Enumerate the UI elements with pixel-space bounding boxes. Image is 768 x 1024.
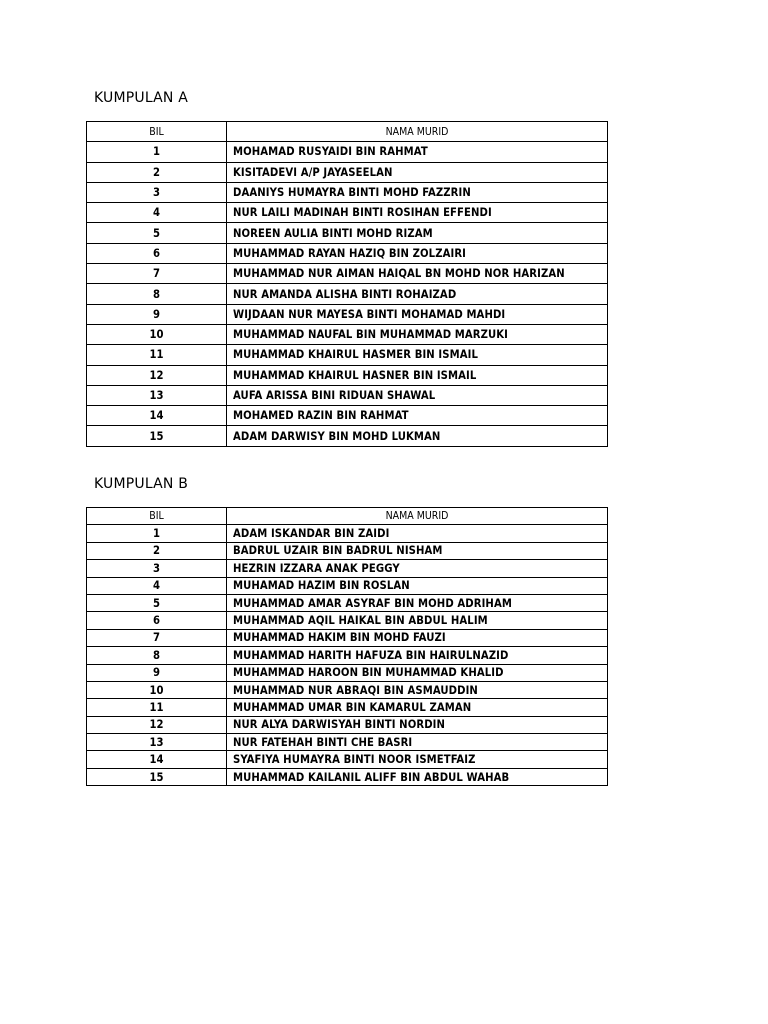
student-name-cell: MUHAMMAD HAROON BIN MUHAMMAD KHALID xyxy=(227,664,608,681)
table-row xyxy=(87,264,608,284)
row-number-cell: 1 xyxy=(87,142,227,162)
column-header-bil: BIL xyxy=(87,122,227,142)
row-number-cell: 14 xyxy=(87,406,227,426)
table-row xyxy=(87,577,608,594)
student-name-cell: MUHAMMAD KAILANIL ALIFF BIN ABDUL WAHAB xyxy=(227,768,608,785)
row-number-cell: 3 xyxy=(87,560,227,577)
table-row xyxy=(87,716,608,733)
table-row xyxy=(87,594,608,611)
row-number-cell: 15 xyxy=(87,768,227,785)
row-number-cell: 14 xyxy=(87,751,227,768)
table-header-row xyxy=(87,508,608,525)
table-row xyxy=(87,751,608,768)
row-number-cell: 2 xyxy=(87,162,227,182)
table-row xyxy=(87,542,608,559)
row-number-cell: 9 xyxy=(87,304,227,324)
row-number-cell: 7 xyxy=(87,264,227,284)
student-name-cell: MUHAMMAD KHAIRUL HASNER BIN ISMAIL xyxy=(227,365,608,385)
student-name-cell: ADAM DARWISY BIN MOHD LUKMAN xyxy=(227,426,608,446)
row-number-cell: 9 xyxy=(87,664,227,681)
student-table-b xyxy=(86,507,608,786)
row-number-cell: 8 xyxy=(87,647,227,664)
student-name-cell: MUHAMMAD NUR ABRAQI BIN ASMAUDDIN xyxy=(227,681,608,698)
table-row xyxy=(87,324,608,344)
student-name-cell: BADRUL UZAIR BIN BADRUL NISHAM xyxy=(227,542,608,559)
student-name-cell: NUR ALYA DARWISYAH BINTI NORDIN xyxy=(227,716,608,733)
student-table-a xyxy=(86,121,608,447)
student-name-cell: NUR LAILI MADINAH BINTI ROSIHAN EFFENDI xyxy=(227,203,608,223)
student-name-cell: AUFA ARISSA BINI RIDUAN SHAWAL xyxy=(227,385,608,405)
table-row xyxy=(87,284,608,304)
row-number-cell: 2 xyxy=(87,542,227,559)
row-number-cell: 12 xyxy=(87,716,227,733)
row-number-cell: 7 xyxy=(87,629,227,646)
student-name-cell: NOREEN AULIA BINTI MOHD RIZAM xyxy=(227,223,608,243)
table-row xyxy=(87,162,608,182)
table-row xyxy=(87,647,608,664)
row-number-cell: 3 xyxy=(87,182,227,202)
student-name-cell: MUHAMMAD HAKIM BIN MOHD FAUZI xyxy=(227,629,608,646)
group-title-a: KUMPULAN A xyxy=(94,90,189,106)
student-name-cell: NUR FATEHAH BINTI CHE BASRI xyxy=(227,734,608,751)
table-body-b xyxy=(87,525,608,786)
table-row xyxy=(87,406,608,426)
student-name-cell: SYAFIYA HUMAYRA BINTI NOOR ISMETFAIZ xyxy=(227,751,608,768)
group-title-b: KUMPULAN B xyxy=(94,476,189,492)
table-row xyxy=(87,664,608,681)
table-row xyxy=(87,345,608,365)
table-row xyxy=(87,734,608,751)
table-row xyxy=(87,142,608,162)
column-header-bil: BIL xyxy=(87,508,227,525)
student-name-cell: MOHAMED RAZIN BIN RAHMAT xyxy=(227,406,608,426)
row-number-cell: 5 xyxy=(87,594,227,611)
student-name-cell: MUHAMMAD KHAIRUL HASMER BIN ISMAIL xyxy=(227,345,608,365)
student-name-cell: MUHAMMAD UMAR BIN KAMARUL ZAMAN xyxy=(227,699,608,716)
row-number-cell: 12 xyxy=(87,365,227,385)
student-name-cell: MUHAMMAD AMAR ASYRAF BIN MOHD ADRIHAM xyxy=(227,594,608,611)
student-name-cell: NUR AMANDA ALISHA BINTI ROHAIZAD xyxy=(227,284,608,304)
row-number-cell: 5 xyxy=(87,223,227,243)
student-name-cell: MUHAMMAD HARITH HAFUZA BIN HAIRULNAZID xyxy=(227,647,608,664)
table-row xyxy=(87,304,608,324)
table-row xyxy=(87,243,608,263)
table-row xyxy=(87,203,608,223)
table-header-row xyxy=(87,122,608,142)
column-header-nama-murid: NAMA MURID xyxy=(227,122,608,142)
student-name-cell: MUHAMMAD NUR AIMAN HAIQAL BN MOHD NOR HARIZAN xyxy=(227,264,608,284)
row-number-cell: 11 xyxy=(87,345,227,365)
student-name-cell: HEZRIN IZZARA ANAK PEGGY xyxy=(227,560,608,577)
row-number-cell: 10 xyxy=(87,681,227,698)
table-row xyxy=(87,699,608,716)
table-row xyxy=(87,768,608,785)
student-name-cell: ADAM ISKANDAR BIN ZAIDI xyxy=(227,525,608,542)
table-body-a xyxy=(87,142,608,446)
student-name-cell: DAANIYS HUMAYRA BINTI MOHD FAZZRIN xyxy=(227,182,608,202)
row-number-cell: 13 xyxy=(87,734,227,751)
student-name-cell: MUHAMMAD AQIL HAIKAL BIN ABDUL HALIM xyxy=(227,612,608,629)
row-number-cell: 15 xyxy=(87,426,227,446)
student-name-cell: MUHAMAD HAZIM BIN ROSLAN xyxy=(227,577,608,594)
table-row xyxy=(87,182,608,202)
row-number-cell: 4 xyxy=(87,203,227,223)
student-name-cell: MUHAMMAD NAUFAL BIN MUHAMMAD MARZUKI xyxy=(227,324,608,344)
student-name-cell: MOHAMAD RUSYAIDI BIN RAHMAT xyxy=(227,142,608,162)
student-name-cell: WIJDAAN NUR MAYESA BINTI MOHAMAD MAHDI xyxy=(227,304,608,324)
table-row xyxy=(87,223,608,243)
table-row xyxy=(87,426,608,446)
table-row xyxy=(87,525,608,542)
table-row xyxy=(87,612,608,629)
row-number-cell: 10 xyxy=(87,324,227,344)
table-row xyxy=(87,681,608,698)
table-row xyxy=(87,560,608,577)
student-name-cell: MUHAMMAD RAYAN HAZIQ BIN ZOLZAIRI xyxy=(227,243,608,263)
row-number-cell: 13 xyxy=(87,385,227,405)
row-number-cell: 11 xyxy=(87,699,227,716)
student-name-cell: KISITADEVI A/P JAYASEELAN xyxy=(227,162,608,182)
row-number-cell: 6 xyxy=(87,612,227,629)
row-number-cell: 8 xyxy=(87,284,227,304)
row-number-cell: 4 xyxy=(87,577,227,594)
table-row xyxy=(87,365,608,385)
column-header-nama-murid: NAMA MURID xyxy=(227,508,608,525)
row-number-cell: 6 xyxy=(87,243,227,263)
table-row xyxy=(87,629,608,646)
row-number-cell: 1 xyxy=(87,525,227,542)
table-row xyxy=(87,385,608,405)
